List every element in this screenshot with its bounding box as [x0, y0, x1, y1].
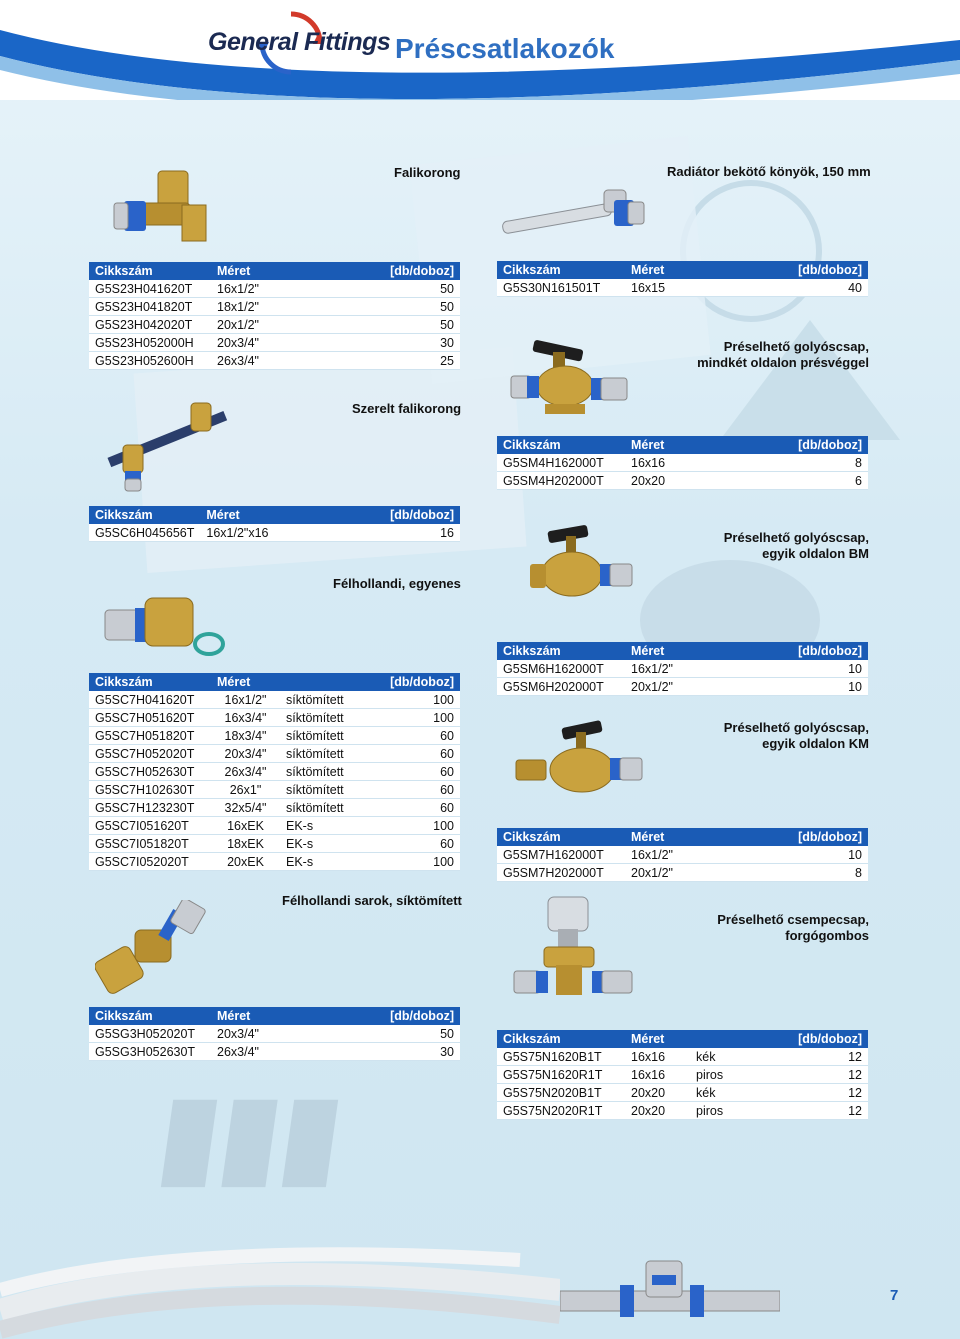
table-header-row	[497, 642, 868, 660]
table-cell: 8	[717, 454, 868, 472]
table-cell: 100	[366, 817, 460, 835]
col-header-size: Méret	[200, 506, 328, 524]
csempecsap-image	[508, 895, 643, 1010]
table-cell: EK-s	[280, 817, 366, 835]
table-cell: G5S23H041620T	[89, 280, 211, 298]
table-cell: síktömített	[280, 799, 366, 817]
table-cell: 12	[751, 1048, 868, 1066]
col-header-code: Cikkszám	[89, 673, 211, 691]
table-cell: G5SM6H162000T	[497, 660, 625, 678]
table-row	[89, 316, 460, 334]
table-cell: 20xEK	[211, 853, 280, 871]
table-row	[497, 660, 868, 678]
col-header-size: Méret	[625, 261, 717, 279]
table-row	[497, 1102, 868, 1120]
table-cell: 20x1/2"	[211, 316, 314, 334]
label-csempecsap	[640, 912, 869, 944]
label-felhollandi-sarok: Félhollandi sarok, síktömített	[282, 893, 462, 908]
table-cell: 16	[329, 524, 460, 542]
table-header-row	[497, 828, 868, 846]
table-row	[497, 279, 868, 297]
table-row	[89, 352, 460, 370]
table-cell: 20x20	[625, 1102, 690, 1120]
table-row	[89, 763, 460, 781]
table-cell: 18x1/2"	[211, 298, 314, 316]
table-cell: 100	[366, 691, 460, 709]
table-cell: 16x1/2"	[211, 691, 280, 709]
table-cell: 20x1/2"	[625, 864, 726, 882]
table-felhollandi	[89, 673, 460, 871]
table-cell: G5SC7H052020T	[89, 745, 211, 763]
table-cell: 18x3/4"	[211, 727, 280, 745]
table-row	[89, 835, 460, 853]
table-header-row	[497, 436, 868, 454]
tee-fittings-image	[560, 1255, 780, 1339]
table-cell: 16x1/2"	[625, 660, 726, 678]
table-cell: 20x1/2"	[625, 678, 726, 696]
col-header-qty: [db/doboz]	[314, 1007, 460, 1025]
col-header-size: Méret	[211, 262, 314, 280]
table-cell: G5S23H042020T	[89, 316, 211, 334]
table-cell: G5SG3H052020T	[89, 1025, 211, 1043]
pipe-coil-image	[0, 1220, 560, 1339]
table-cell: G5SM4H202000T	[497, 472, 625, 490]
col-header-qty: [db/doboz]	[726, 828, 868, 846]
table-cell: G5SM6H202000T	[497, 678, 625, 696]
page-title: Préscsatlakozók	[395, 33, 615, 64]
table-row	[89, 691, 460, 709]
label-felhollandi: Félhollandi, egyenes	[333, 576, 461, 591]
golyoscsap-presveg-image	[505, 338, 635, 423]
label-line: Préselhető golyóscsap,	[723, 530, 869, 545]
table-row	[89, 817, 460, 835]
table-cell: 26x1"	[211, 781, 280, 799]
table-cell: 12	[751, 1102, 868, 1120]
table-cell: G5S23H052000H	[89, 334, 211, 352]
table-header-row	[497, 1030, 868, 1048]
table-header-row	[89, 506, 460, 524]
label-golyoscsap-km	[640, 720, 869, 752]
label-szerelt-falikorong: Szerelt falikorong	[352, 401, 462, 416]
col-header-code: Cikkszám	[89, 262, 211, 280]
table-cell: G5S75N2020B1T	[497, 1084, 625, 1102]
table-row	[89, 781, 460, 799]
table-cell: 20x20	[625, 1084, 690, 1102]
golyoscsap-bm-image	[528, 520, 638, 610]
col-header-size: Méret	[625, 828, 726, 846]
table-cell: 10	[726, 660, 868, 678]
table-cell: síktömített	[280, 745, 366, 763]
table-cell: G5SC7H041620T	[89, 691, 211, 709]
table-row	[497, 1066, 868, 1084]
table-cell: EK-s	[280, 835, 366, 853]
table-cell: 25	[314, 352, 460, 370]
table-cell: G5SC7H051620T	[89, 709, 211, 727]
table-cell: 20x3/4"	[211, 334, 314, 352]
table-header-row	[89, 262, 460, 280]
table-cell: 60	[366, 763, 460, 781]
label-line: mindkét oldalon présvéggel	[697, 355, 869, 370]
col-header-size: Méret	[625, 436, 717, 454]
col-header-qty: [db/doboz]	[717, 436, 868, 454]
table-row	[89, 799, 460, 817]
table-row	[497, 678, 868, 696]
table-golyoscsap-bm	[497, 642, 868, 696]
table-row	[497, 454, 868, 472]
table-cell: 26x3/4"	[211, 1043, 314, 1061]
table-cell: 20x3/4"	[211, 745, 280, 763]
col-header-qty: [db/doboz]	[717, 261, 868, 279]
label-radiator: Radiátor bekötő könyök, 150 mm	[667, 164, 871, 179]
table-cell: G5SM7H162000T	[497, 846, 625, 864]
table-cell: 26x3/4"	[211, 763, 280, 781]
watermark-triangle	[720, 320, 900, 440]
watermark-iip: ▮▮▮	[151, 1074, 351, 1196]
table-row	[89, 745, 460, 763]
table-cell: síktömített	[280, 781, 366, 799]
col-header-qty: [db/doboz]	[366, 673, 460, 691]
table-cell: 30	[314, 1043, 460, 1061]
table-cell: 60	[366, 781, 460, 799]
table-cell: 12	[751, 1084, 868, 1102]
col-header-size: Méret	[211, 673, 280, 691]
table-cell: 60	[366, 727, 460, 745]
table-cell: G5S75N1620B1T	[497, 1048, 625, 1066]
table-cell: síktömített	[280, 709, 366, 727]
szerelt-falikorong-image	[95, 395, 240, 495]
table-cell: 16x1/2"	[625, 846, 726, 864]
table-cell: 50	[314, 280, 460, 298]
table-cell: 16x1/2"	[211, 280, 314, 298]
table-cell: kék	[690, 1048, 751, 1066]
col-header-size: Méret	[211, 1007, 314, 1025]
table-row	[89, 1043, 460, 1061]
col-header-code: Cikkszám	[497, 436, 625, 454]
table-cell: 100	[366, 709, 460, 727]
table-row	[497, 846, 868, 864]
table-cell: 100	[366, 853, 460, 871]
label-line: egyik oldalon KM	[762, 736, 869, 751]
table-cell: 50	[314, 1025, 460, 1043]
table-cell: G5SG3H052630T	[89, 1043, 211, 1061]
table-row	[89, 334, 460, 352]
table-cell: 12	[751, 1066, 868, 1084]
col-header-code: Cikkszám	[497, 1030, 625, 1048]
table-cell: 16x16	[625, 1048, 690, 1066]
page-number: 7	[890, 1287, 899, 1304]
table-cell: 6	[717, 472, 868, 490]
table-row	[89, 1025, 460, 1043]
label-golyoscsap-mindket	[640, 339, 869, 371]
table-row	[89, 524, 460, 542]
table-cell: G5SC7I051620T	[89, 817, 211, 835]
label-line: Préselhető golyóscsap,	[723, 339, 869, 354]
table-cell: 60	[366, 745, 460, 763]
label-line: forgógombos	[785, 928, 869, 943]
table-cell: G5S75N2020R1T	[497, 1102, 625, 1120]
table-cell: G5SC6H045656T	[89, 524, 200, 542]
table-cell: G5SC7I052020T	[89, 853, 211, 871]
table-cell: 20x3/4"	[211, 1025, 314, 1043]
table-cell: kék	[690, 1084, 751, 1102]
table-cell: 16x1/2"x16	[200, 524, 328, 542]
table-cell: 10	[726, 678, 868, 696]
table-cell: 16xEK	[211, 817, 280, 835]
table-cell: 40	[717, 279, 868, 297]
table-cell: 16x16	[625, 454, 717, 472]
table-cell: 20x20	[625, 472, 717, 490]
table-cell: G5SC7H123230T	[89, 799, 211, 817]
col-header-qty: [db/doboz]	[726, 642, 868, 660]
table-cell: G5SC7H102630T	[89, 781, 211, 799]
col-header-code: Cikkszám	[497, 828, 625, 846]
table-cell: 50	[314, 316, 460, 334]
table-header-row	[89, 1007, 460, 1025]
felhollandi-image	[103, 588, 228, 663]
table-cell: síktömített	[280, 763, 366, 781]
table-row	[497, 864, 868, 882]
table-cell: síktömített	[280, 691, 366, 709]
col-header-code: Cikkszám	[497, 261, 625, 279]
table-falikorong	[89, 262, 460, 370]
label-line: Préselhető golyóscsap,	[723, 720, 869, 735]
table-cell: piros	[690, 1066, 751, 1084]
table-cell: G5SM4H162000T	[497, 454, 625, 472]
golyoscsap-km-image	[512, 718, 647, 808]
page-header	[0, 0, 960, 100]
table-row	[497, 1048, 868, 1066]
table-golyoscsap-km	[497, 828, 868, 882]
table-cell: 8	[726, 864, 868, 882]
radiator-elbow-image	[500, 182, 650, 242]
table-cell: 10	[726, 846, 868, 864]
col-header-code: Cikkszám	[497, 642, 625, 660]
table-cell: 30	[314, 334, 460, 352]
col-header-size: Méret	[625, 642, 726, 660]
table-row	[89, 280, 460, 298]
table-felhollandi-sarok	[89, 1007, 460, 1061]
table-cell: piros	[690, 1102, 751, 1120]
table-radiator	[497, 261, 868, 297]
table-golyoscsap-mindket	[497, 436, 868, 490]
col-header-code: Cikkszám	[89, 1007, 211, 1025]
table-row	[497, 472, 868, 490]
label-line: Préselhető csempecsap,	[717, 912, 869, 927]
table-cell: 32x5/4"	[211, 799, 280, 817]
table-cell: G5SC7H051820T	[89, 727, 211, 745]
table-header-row	[89, 673, 460, 691]
table-row	[89, 298, 460, 316]
label-golyoscsap-bm	[640, 530, 869, 562]
felhollandi-sarok-image	[95, 900, 215, 1000]
table-cell: 60	[366, 835, 460, 853]
table-cell: 18xEK	[211, 835, 280, 853]
table-cell: G5S75N1620R1T	[497, 1066, 625, 1084]
col-header-qty: [db/doboz]	[314, 262, 460, 280]
col-header-type	[280, 673, 366, 691]
falikorong-fitting-image	[110, 165, 210, 255]
table-cell: 26x3/4"	[211, 352, 314, 370]
table-row	[89, 727, 460, 745]
table-row	[89, 853, 460, 871]
table-cell: G5S23H041820T	[89, 298, 211, 316]
table-cell: síktömített	[280, 727, 366, 745]
table-header-row	[497, 261, 868, 279]
table-cell: EK-s	[280, 853, 366, 871]
label-falikorong: Falikorong	[394, 165, 461, 180]
col-header-size: Méret	[625, 1030, 690, 1048]
table-cell: 16x15	[625, 279, 717, 297]
table-cell: 16x3/4"	[211, 709, 280, 727]
table-cell: G5SC7I051820T	[89, 835, 211, 853]
brand-logo: General Fittings	[208, 28, 391, 56]
table-cell: 60	[366, 799, 460, 817]
col-header-color	[690, 1030, 751, 1048]
col-header-qty: [db/doboz]	[751, 1030, 868, 1048]
table-cell: G5SM7H202000T	[497, 864, 625, 882]
table-row	[497, 1084, 868, 1102]
label-line: egyik oldalon BM	[762, 546, 869, 561]
table-cell: 16x16	[625, 1066, 690, 1084]
col-header-qty: [db/doboz]	[329, 506, 460, 524]
table-cell: 50	[314, 298, 460, 316]
table-cell: G5S30N161501T	[497, 279, 625, 297]
table-row	[89, 709, 460, 727]
table-cell: G5S23H052600H	[89, 352, 211, 370]
table-cell: G5SC7H052630T	[89, 763, 211, 781]
table-szerelt-falikorong	[89, 506, 460, 542]
col-header-code: Cikkszám	[89, 506, 200, 524]
table-csempecsap	[497, 1030, 868, 1120]
